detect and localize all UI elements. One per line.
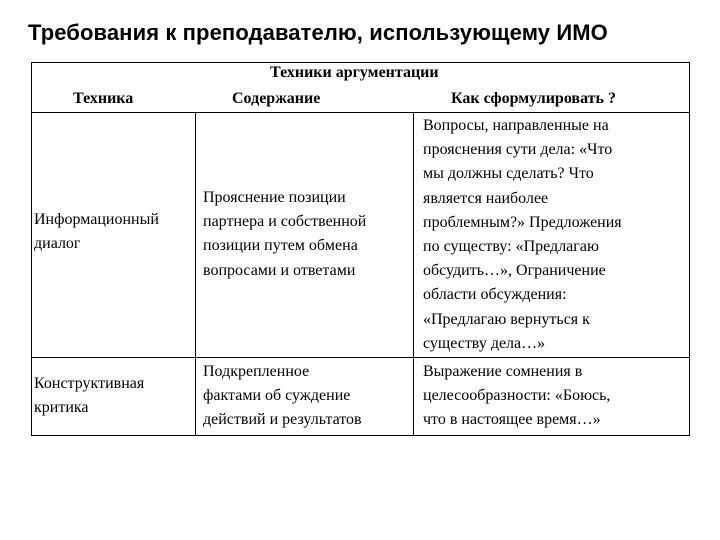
row1-content: Прояснение позиции партнера и собственной позиции путем обмена вопросами и ответами bbox=[203, 189, 367, 279]
column-header-content: Содержание bbox=[232, 90, 321, 107]
column-header-technique: Техника bbox=[73, 90, 134, 107]
row2-technique: Конструктивная критика bbox=[34, 375, 145, 417]
header-divider bbox=[31, 112, 690, 113]
row2-how: Выражение сомнения в целесообразности: «Боюсь, что в настоящее время…» bbox=[423, 363, 611, 429]
column-header-how: Как сформулировать ? bbox=[451, 90, 616, 107]
row1-how: Вопросы, направленные на прояснения сути дела: «Что мы должны сделать? Что является наиболее проблемным?» Предложения по существу: «Предлагаю обсудить…», Ограничение области обсуждения: «Предлагаю вернуться к существу дела…» bbox=[423, 117, 622, 352]
row1-technique: Информационный диалог bbox=[34, 211, 159, 253]
column-divider-1 bbox=[195, 112, 196, 436]
slide-title: Требования к преподавателю, использующему ИМО bbox=[28, 20, 608, 45]
row2-content: Подкрепленное фактами об суждение действий и результатов bbox=[203, 363, 362, 429]
column-divider-2 bbox=[413, 112, 414, 436]
row-divider bbox=[31, 357, 690, 358]
group-header: Техники аргументации bbox=[270, 64, 439, 81]
